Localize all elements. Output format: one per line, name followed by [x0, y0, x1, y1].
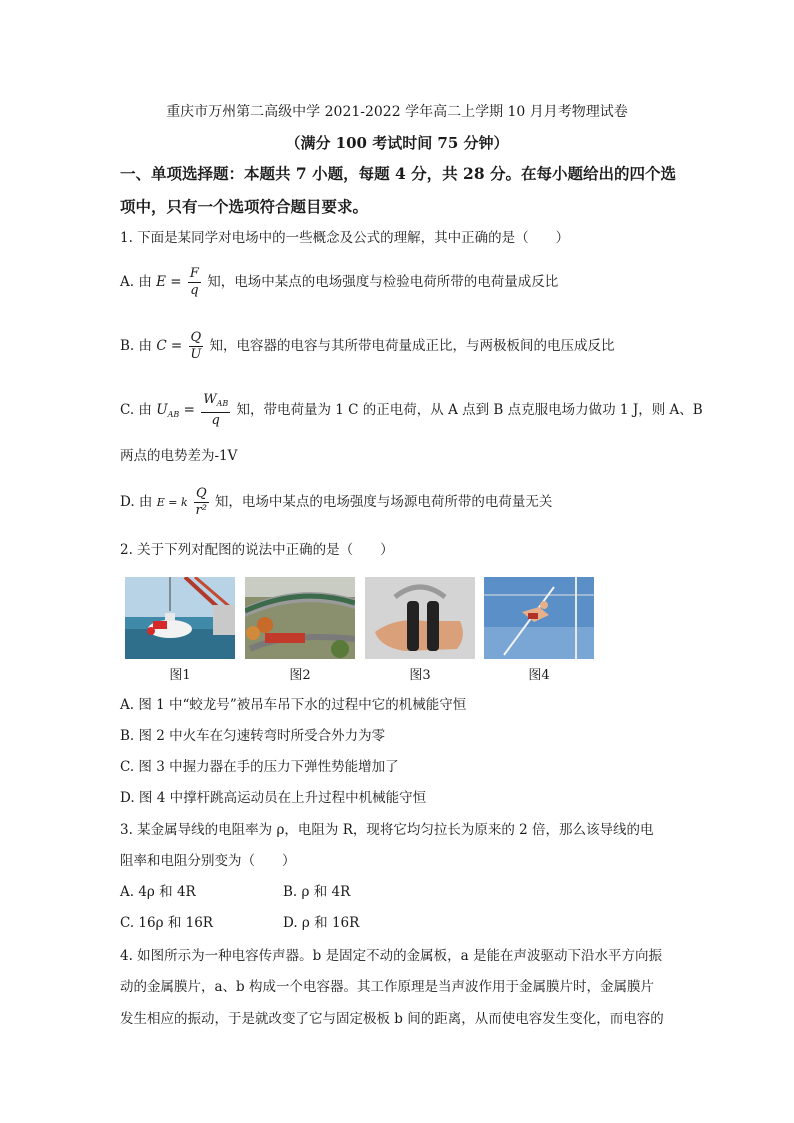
q3-option-c: C. 16ρ 和 16R — [120, 915, 213, 931]
q1-a-prefix: A. 由 — [120, 274, 152, 290]
q3-option-a: A. 4ρ 和 4R — [120, 884, 196, 900]
q1-c-equals: = — [183, 402, 195, 418]
q1-d-denominator: r² — [195, 503, 207, 518]
q1-c-lhs: U — [156, 402, 168, 418]
q1-stem: 1. 下面是某同学对电场中的一些概念及公式的理解，其中正确的是（ ） — [120, 230, 570, 246]
q2-option-a: A. 图 1 中“蛟龙号”被吊车吊下水的过程中它的机械能守恒 — [120, 697, 467, 713]
figure-3-hand-grip — [365, 577, 475, 659]
q3-option-d: D. ρ 和 16R — [283, 915, 360, 931]
q1-c-lhs-subscript: AB — [167, 410, 180, 419]
q1-a-lhs: E = — [156, 274, 182, 290]
q1-d-prefix: D. 由 — [120, 494, 153, 510]
q2-option-c: C. 图 3 中握力器在手的压力下弹性势能增加了 — [120, 759, 399, 775]
q1-b-lhs: C = — [156, 338, 183, 354]
q1-c-text: 知，带电荷量为 1 C 的正电荷，从 A 点到 B 点克服电场力做功 1 J，则 A、B — [236, 402, 703, 418]
q1-d-text: 知，电场中某点的电场强度与场源电荷所带的电荷量无关 — [214, 494, 553, 510]
q4-line2: 动的金属膜片，a、b 构成一个电容器。其工作原理是当声波作用于金属膜片时，金属膜片 — [120, 979, 654, 995]
figure-4-caption: 图4 — [528, 668, 550, 683]
q1-d-fraction — [194, 486, 209, 519]
q1-b-prefix: B. 由 — [120, 338, 153, 354]
q1-a-text: 知，电场中某点的电场强度与检验电荷所带的电荷量成反比 — [207, 274, 559, 290]
exam-subtitle: （满分 100 考试时间 75 分钟） — [285, 134, 509, 152]
q2-option-b: B. 图 2 中火车在匀速转弯时所受合外力为零 — [120, 728, 386, 744]
section-heading-line2: 项中，只有一个选项符合题目要求。 — [120, 197, 369, 216]
q2-stem: 2. 关于下列对配图的说法中正确的是（ ） — [120, 542, 394, 558]
q1-a-numerator: F — [189, 266, 199, 281]
q1-a-denominator: q — [190, 283, 199, 298]
q1-c-num-symbol: W — [203, 392, 217, 407]
section-heading-line1: 一、单项选择题：本题共 7 小题，每题 4 分，共 28 分。在每小题给出的四个选 — [120, 164, 677, 183]
q1-option-b — [120, 330, 615, 363]
figure-1-caption: 图1 — [169, 668, 191, 683]
q1-c-denominator: q — [211, 413, 220, 428]
q1-b-denominator: U — [190, 347, 202, 362]
q1-b-text: 知，电容器的电容与其所带电荷量成正比，与两极板间的电压成反比 — [209, 338, 615, 354]
figure-2-train — [245, 577, 355, 659]
exam-title: 重庆市万州第二高级中学 2021-2022 学年高二上学期 10 月月考物理试卷 — [166, 104, 628, 120]
q1-option-a — [120, 266, 558, 299]
q1-b-numerator: Q — [190, 330, 202, 345]
figure-1-submersible — [125, 577, 235, 659]
q1-c-fraction — [201, 392, 230, 429]
q1-option-c — [120, 392, 703, 429]
q1-option-c-line2: 两点的电势差为-1V — [120, 448, 238, 464]
q1-a-fraction — [188, 266, 201, 299]
q4-line1: 4. 如图所示为一种电容传声器。b 是固定不动的金属板，a 是能在声波驱动下沿水平方向振 — [120, 948, 662, 964]
q1-c-prefix: C. 由 — [120, 402, 152, 418]
q3-option-b: B. ρ 和 4R — [283, 884, 351, 900]
q1-d-lhs: E = k — [156, 496, 188, 509]
q3-stem-line2: 阻率和电阻分别变为（ ） — [120, 853, 296, 869]
q1-c-num-subscript: AB — [216, 399, 229, 408]
q2-option-d: D. 图 4 中撑杆跳高运动员在上升过程中机械能守恒 — [120, 790, 427, 806]
q1-d-numerator: Q — [195, 486, 207, 501]
q3-stem-line1: 3. 某金属导线的电阻率为 ρ，电阻为 R，现将它均匀拉长为原来的 2 倍，那么该导线的电 — [120, 822, 654, 838]
q1-b-fraction — [189, 330, 204, 363]
figure-2-caption: 图2 — [289, 668, 311, 683]
figure-4-pole-vault — [484, 577, 594, 659]
figure-3-caption: 图3 — [409, 668, 431, 683]
q4-line3: 发生相应的振动，于是就改变了它与固定极板 b 间的距离，从而使电容发生变化，而电容的 — [120, 1011, 664, 1027]
q1-c-numerator — [201, 392, 230, 413]
q1-option-d — [120, 486, 552, 519]
